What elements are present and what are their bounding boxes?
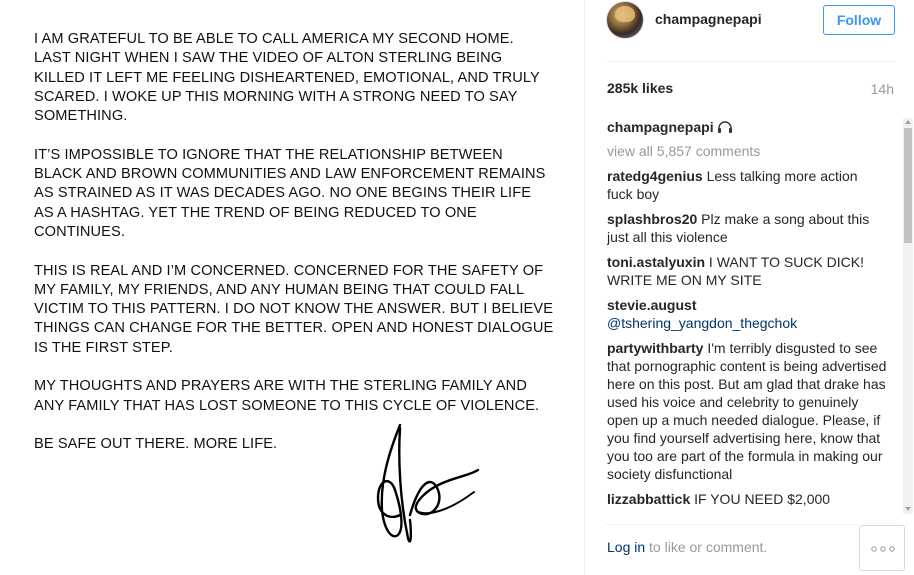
comments-list [607,118,887,514]
comment-text: Less talking more action fuck boy [607,168,858,202]
comment [607,253,887,289]
statement-paragraph-1: I AM GRATEFUL TO BE ABLE TO CALL AMERICA MY SECOND HOME. LAST NIGHT WHEN I SAW THE VIDEO OF ALTON STERLING BEING KILLED IT LEFT ME FEELING DISHEARTENED, EMOTIONAL, AND TRULY SCARED. I WOKE UP THIS MORNING WITH A STRONG NEED TO SAY SOMETHING. [34,31,540,125]
comments-scrollbar[interactable] [903,118,913,514]
comment-username[interactable]: lizzabbattick [607,491,691,507]
statement-paragraph-3: THIS IS REAL AND I’M CONCERNED. CONCERNED FOR THE SAFETY OF MY FAMILY, MY FRIENDS, AND ANY HUMAN BEING THAT COULD FALL VICTIM TO THIS PATTERN. I DO NOT KNOW THE ANSWER. BUT I BELIEVE THINGS CAN CHANGE FOR THE BETTER. OPEN AND HONEST DIALOGUE IS THE FIRST STEP. [34,262,554,356]
footer-divider [606,524,858,525]
comment [607,296,887,332]
comment-username[interactable]: stevie.august [607,297,697,313]
comment [607,490,887,508]
login-link[interactable]: Log in [607,539,646,555]
comment [607,339,887,483]
post-header [586,0,914,62]
comment-text: I'm terribly disgusted to see that pornographic content is being advertised here on this post. But am glad that drake has used his voice and celebrity to genuinely open up a much needed dialogue. Please, if you find yourself advertising here, know that you too are part of the formula in making our society disfunctional [607,340,887,482]
more-options-icon [871,546,895,552]
caption [607,118,887,136]
comment-text: Plz make a song about this just all this violence [607,211,870,245]
view-all-comments-link[interactable]: view all 5,857 comments [607,143,761,159]
comment [607,210,887,246]
more-options-button[interactable] [859,525,905,571]
likes-count[interactable]: 285k likes [607,80,674,96]
signature [370,420,490,550]
comment-username[interactable]: partywithbarty [607,340,704,356]
statement-paragraph-2: IT’S IMPOSSIBLE TO IGNORE THAT THE RELATIONSHIP BETWEEN BLACK AND BROWN COMMUNITIES AND LAW ENFORCEMENT REMAINS AS STRAINED AS IT WAS DECADES AGO. NO ONE BEGINS THEIR LIFE AS A HASHTAG. YET THE TREND OF BEING REDUCED TO ONE CONTINUES. [34,146,546,240]
comment-text: I WANT TO SUCK DICK! WRITE ME ON MY SITE [607,254,864,288]
headphones-icon [717,121,733,133]
scroll-up-arrow-icon[interactable] [905,120,911,124]
scroll-thumb[interactable] [904,128,912,243]
login-prompt [607,539,767,555]
comment-username[interactable]: ratedg4genius [607,168,703,184]
scroll-down-arrow-icon[interactable] [905,507,911,511]
post-details-panel [586,0,914,575]
follow-button[interactable]: Follow [823,5,895,35]
comment-mention-link[interactable]: @tshering_yangdon_thegchok [607,315,798,331]
statement-paragraph-5: BE SAFE OUT THERE. MORE LIFE. [34,436,278,453]
comment-username[interactable]: splashbros20 [607,211,698,227]
comment-username[interactable]: toni.astalyuxin [607,254,706,270]
statement-text [34,30,554,474]
avatar[interactable] [606,1,644,39]
login-prompt-text: to like or comment. [645,539,768,555]
caption-username[interactable]: champagnepapi [607,119,714,135]
comment-text: IF YOU NEED $2,000 [694,491,831,507]
comment [607,167,887,203]
statement-paragraph-4: MY THOUGHTS AND PRAYERS ARE WITH THE STERLING FAMILY AND ANY FAMILY THAT HAS LOST SOMEONE TO THIS CYCLE OF VIOLENCE. [34,378,540,414]
post-time[interactable]: 14h [870,81,894,97]
author-username[interactable]: champagnepapi [655,11,762,27]
header-divider [606,61,895,62]
